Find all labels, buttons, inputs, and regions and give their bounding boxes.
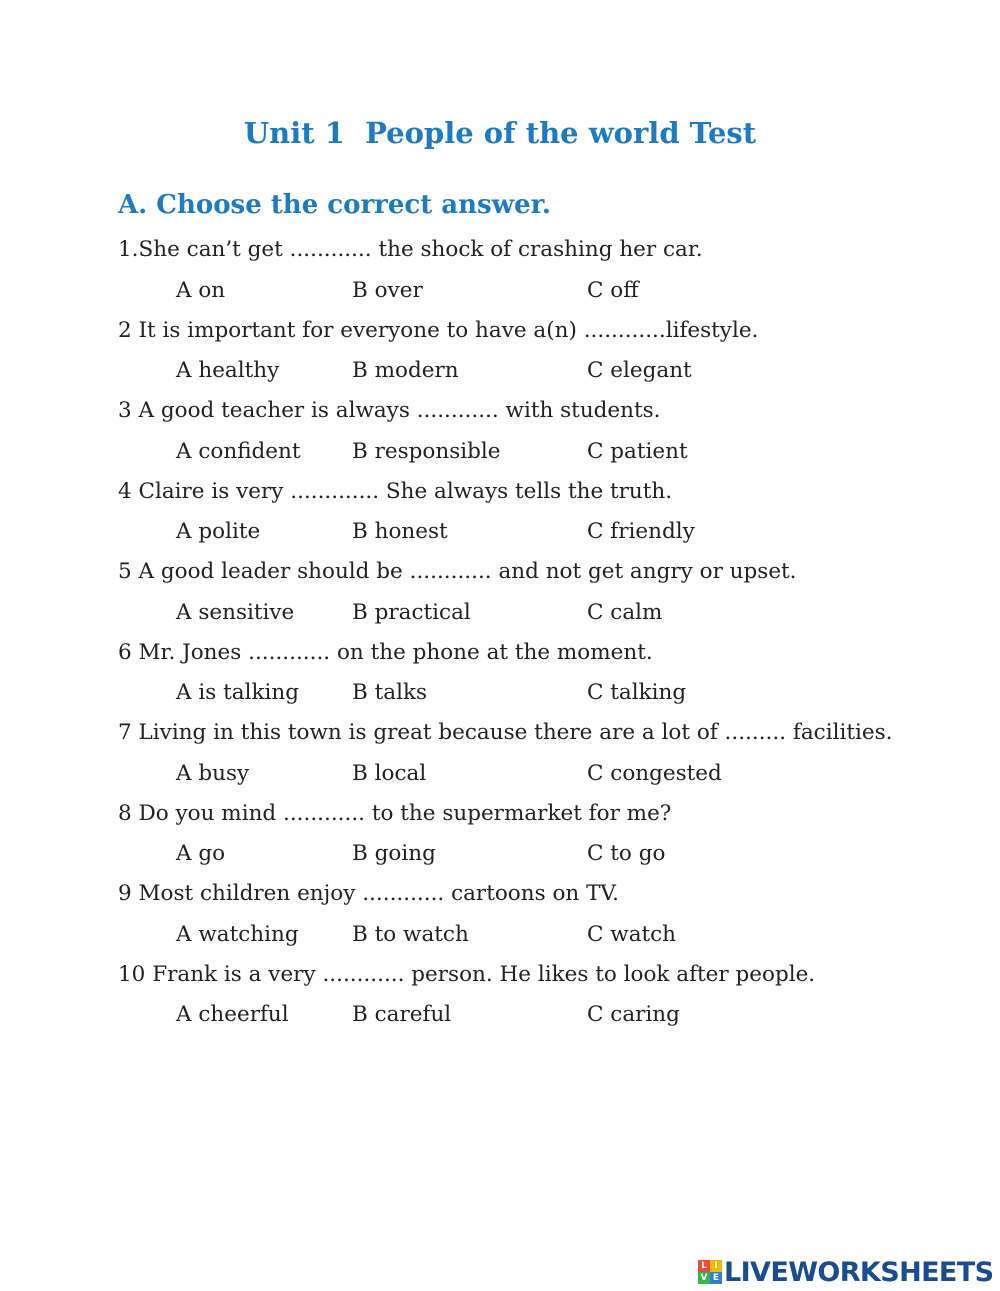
question-list — [118, 233, 978, 1038]
option-a[interactable]: A sensitive — [176, 599, 295, 625]
question-item — [118, 716, 978, 797]
answer-options — [118, 274, 978, 314]
option-b[interactable]: B honest — [352, 519, 448, 544]
option-b[interactable]: B going — [352, 841, 436, 866]
question-text: 5 A good leader should be ............ and not get angry or upset. — [118, 559, 797, 584]
question-item — [118, 958, 978, 1039]
question-text: 7 Living in this town is great because there are a lot of ......... facilities. — [118, 720, 893, 745]
option-b[interactable]: B to watch — [352, 921, 469, 947]
option-a[interactable]: A healthy — [176, 358, 280, 383]
option-b[interactable]: B careful — [352, 1002, 452, 1027]
question-item — [118, 233, 978, 314]
logo-mark-tile: L — [698, 1260, 710, 1272]
question-item — [118, 797, 978, 878]
option-a[interactable]: A go — [176, 841, 226, 866]
option-b[interactable]: B modern — [352, 358, 459, 383]
answer-options — [118, 918, 978, 958]
option-a[interactable]: A is talking — [176, 680, 299, 705]
answer-options — [118, 757, 978, 797]
logo-mark-tile: V — [698, 1272, 710, 1284]
question-text: 1.She can’t get ............ the shock of crashing her car. — [118, 237, 703, 262]
answer-options — [118, 676, 978, 716]
page-title: Unit 1 People of the world Test — [243, 116, 757, 150]
option-b[interactable]: B over — [352, 277, 423, 303]
answer-options — [118, 998, 978, 1038]
option-c[interactable]: C caring — [587, 1002, 680, 1027]
logo-mark-tile: I — [710, 1260, 722, 1272]
option-c[interactable]: C patient — [587, 438, 688, 464]
option-a[interactable]: A busy — [176, 760, 250, 786]
question-item — [118, 314, 978, 395]
option-c[interactable]: C elegant — [587, 358, 692, 383]
option-a[interactable]: A on — [176, 277, 226, 303]
option-c[interactable]: C calm — [587, 599, 663, 625]
option-a[interactable]: A watching — [176, 921, 299, 947]
answer-options — [118, 596, 978, 636]
question-text: 6 Mr. Jones ............ on the phone at the moment. — [118, 639, 653, 665]
option-b[interactable]: B responsible — [352, 438, 501, 464]
logo-mark-tile: E — [710, 1272, 722, 1284]
option-a[interactable]: A polite — [176, 519, 261, 544]
section-heading: A. Choose the correct answer. — [118, 190, 551, 220]
question-item — [118, 636, 978, 717]
answer-options — [118, 837, 978, 877]
question-text: 3 A good teacher is always ............ with students. — [118, 398, 661, 423]
option-b[interactable]: B practical — [352, 599, 471, 625]
liveworksheets-logo[interactable] — [698, 1256, 993, 1288]
question-item — [118, 555, 978, 636]
answer-options — [118, 515, 978, 555]
option-c[interactable]: C watch — [587, 921, 677, 947]
option-c[interactable]: C congested — [587, 760, 722, 786]
question-item — [118, 475, 978, 556]
logo-text: LIVEWORKSHEETS — [724, 1256, 994, 1288]
answer-options — [118, 354, 978, 394]
option-b[interactable]: B talks — [352, 680, 428, 705]
answer-options — [118, 435, 978, 475]
question-text: 8 Do you mind ............ to the supermarket for me? — [118, 800, 672, 826]
question-item — [118, 394, 978, 475]
option-c[interactable]: C talking — [587, 680, 687, 705]
option-a[interactable]: A confident — [176, 438, 301, 464]
question-item — [118, 877, 978, 958]
question-text: 10 Frank is a very ............ person. He likes to look after people. — [118, 961, 816, 987]
question-text: 9 Most children enjoy ............ cartoons on TV. — [118, 881, 620, 906]
logo-mark-icon — [698, 1260, 722, 1284]
question-text: 4 Claire is very ............. She always tells the truth. — [118, 478, 673, 504]
option-b[interactable]: B local — [352, 760, 427, 786]
option-c[interactable]: C off — [587, 277, 639, 303]
option-a[interactable]: A cheerful — [176, 1002, 289, 1027]
option-c[interactable]: C to go — [587, 841, 666, 866]
option-c[interactable]: C friendly — [587, 519, 695, 544]
question-text: 2 It is important for everyone to have a(n) ............lifestyle. — [118, 317, 759, 343]
